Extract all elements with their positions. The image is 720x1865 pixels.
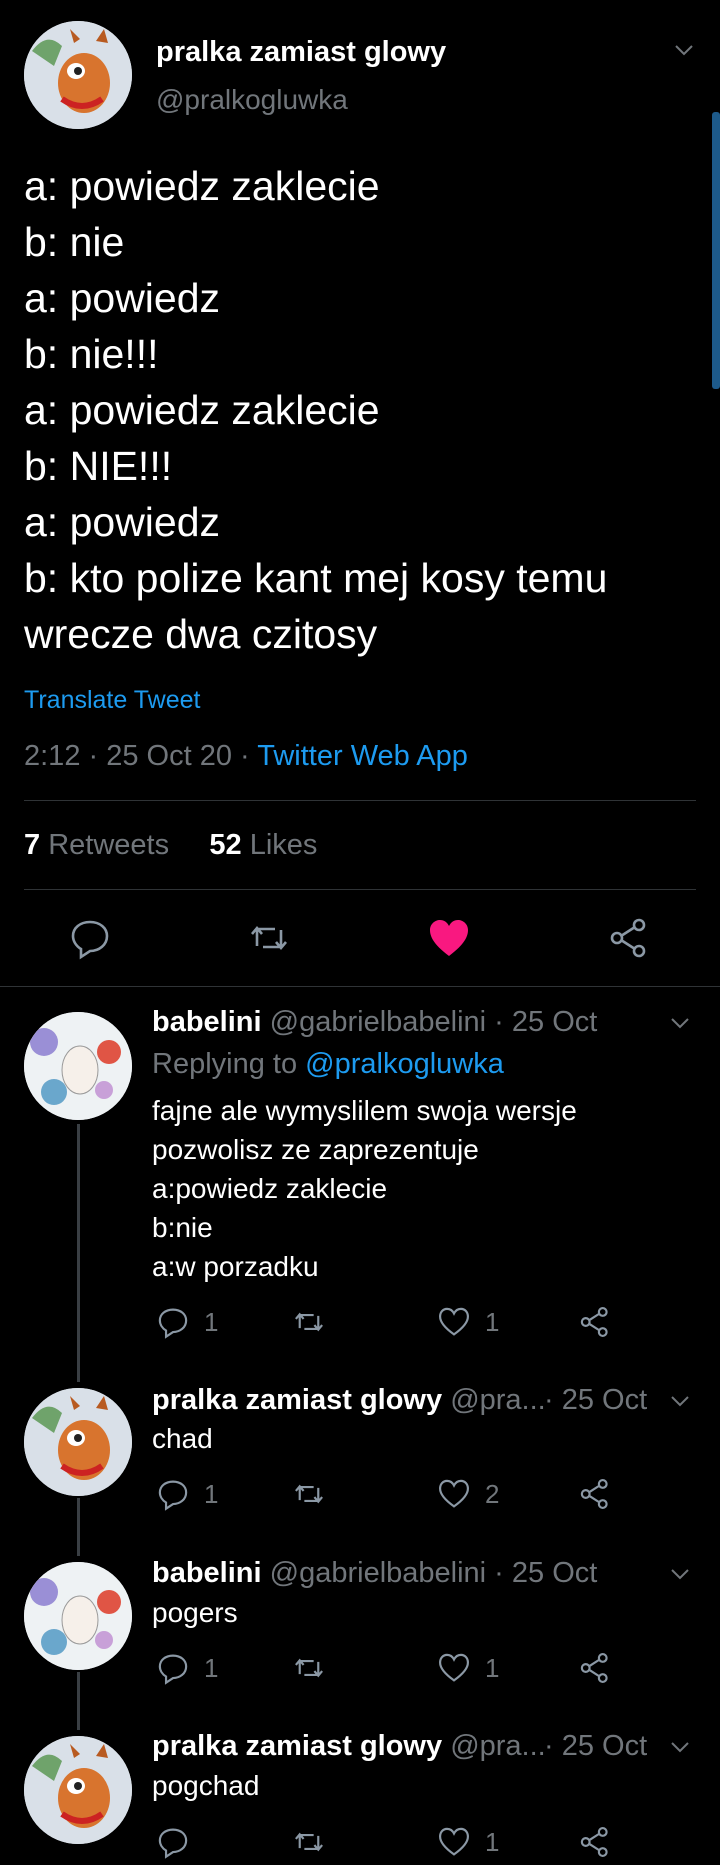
avatar[interactable] bbox=[24, 1736, 132, 1844]
retweet-button[interactable] bbox=[292, 1305, 326, 1339]
tweet-line: b: kto polize kant mej kosy temu bbox=[24, 555, 608, 601]
retweet-icon bbox=[292, 1651, 326, 1685]
reply-header bbox=[152, 1384, 546, 1417]
like-button[interactable] bbox=[437, 1477, 499, 1511]
reply-text bbox=[152, 1766, 259, 1805]
tweet-line: a: powiedz zaklecie bbox=[24, 163, 380, 209]
tweet-line: b: NIE!!! bbox=[24, 443, 173, 489]
like-button[interactable] bbox=[437, 1305, 499, 1339]
reply-icon[interactable] bbox=[68, 916, 112, 960]
thread-line bbox=[77, 1672, 80, 1730]
retweet-button[interactable] bbox=[292, 1825, 326, 1859]
reply-button[interactable] bbox=[156, 1477, 218, 1511]
reply-actions bbox=[152, 1825, 622, 1865]
avatar[interactable] bbox=[24, 21, 132, 129]
reply-header bbox=[152, 1730, 546, 1763]
share-icon[interactable] bbox=[607, 916, 651, 960]
reply-actions bbox=[152, 1651, 622, 1691]
reply-line: b:nie bbox=[152, 1212, 213, 1243]
tweet-line: a: powiedz bbox=[24, 499, 221, 545]
retweets-label: Retweets bbox=[48, 829, 170, 861]
reply-actions bbox=[152, 1477, 622, 1517]
replying-to-link[interactable]: @pralkogluwka bbox=[305, 1048, 504, 1080]
like-count: 1 bbox=[485, 1306, 500, 1337]
like-icon bbox=[437, 1305, 471, 1339]
retweet-icon bbox=[292, 1477, 326, 1511]
divider bbox=[24, 889, 696, 890]
reply-author-handle[interactable]: @gabrielbabelini bbox=[269, 1557, 487, 1589]
retweets-stat[interactable] bbox=[24, 829, 169, 861]
reply-author-name[interactable]: babelini bbox=[152, 1557, 262, 1589]
divider bbox=[24, 800, 696, 801]
reply-icon bbox=[156, 1651, 190, 1685]
replying-to-label: Replying to bbox=[152, 1048, 298, 1080]
reply-date[interactable]: · 25 Oct bbox=[494, 1557, 598, 1589]
author-handle[interactable]: @pralkogluwka bbox=[156, 84, 348, 115]
reply-date[interactable]: · 25 Oct bbox=[544, 1730, 648, 1762]
retweet-icon bbox=[292, 1305, 326, 1339]
tweet-source-link[interactable]: Twitter Web App bbox=[257, 740, 468, 772]
author-name[interactable]: pralka zamiast glowy bbox=[156, 36, 447, 68]
reply-button[interactable] bbox=[156, 1305, 218, 1339]
reply-line: a:powiedz zaklecie bbox=[152, 1173, 388, 1204]
reply-author-handle[interactable]: @pra... bbox=[450, 1384, 546, 1416]
reply-button[interactable] bbox=[156, 1651, 218, 1685]
share-button[interactable] bbox=[578, 1825, 612, 1859]
replying-to bbox=[152, 1048, 504, 1081]
avatar[interactable] bbox=[24, 1012, 132, 1120]
tweet-text bbox=[24, 158, 684, 662]
tweet-line: a: powiedz bbox=[24, 275, 221, 321]
reply-line: pogers bbox=[152, 1597, 238, 1628]
share-button[interactable] bbox=[578, 1305, 612, 1339]
likes-stat[interactable] bbox=[209, 829, 317, 861]
retweet-icon bbox=[292, 1825, 326, 1859]
like-icon[interactable] bbox=[427, 916, 471, 960]
likes-label: Likes bbox=[249, 829, 318, 861]
share-icon bbox=[578, 1477, 612, 1511]
tweet-date: 25 Oct 20 bbox=[106, 740, 232, 772]
reply-icon bbox=[156, 1305, 190, 1339]
chevron-down-icon[interactable] bbox=[668, 1011, 692, 1035]
reply-count: 1 bbox=[204, 1652, 219, 1683]
reply-icon bbox=[156, 1477, 190, 1511]
reply-line: fajne ale wymyslilem swoja wersje bbox=[152, 1095, 577, 1126]
share-icon bbox=[578, 1825, 612, 1859]
share-icon bbox=[578, 1651, 612, 1685]
chevron-down-icon[interactable] bbox=[668, 1562, 692, 1586]
divider bbox=[0, 986, 720, 987]
like-icon bbox=[437, 1825, 471, 1859]
thread-line bbox=[77, 1124, 80, 1382]
retweet-icon[interactable] bbox=[247, 916, 291, 960]
tweet-line: b: nie bbox=[24, 219, 125, 265]
like-count: 2 bbox=[485, 1478, 500, 1509]
reply-line: pozwolisz ze zaprezentuje bbox=[152, 1134, 479, 1165]
chevron-down-icon[interactable] bbox=[668, 1735, 692, 1759]
share-button[interactable] bbox=[578, 1651, 612, 1685]
reply-button[interactable] bbox=[156, 1825, 204, 1859]
reply-author-name[interactable]: babelini bbox=[152, 1006, 262, 1038]
tweet-stats bbox=[24, 829, 317, 862]
share-button[interactable] bbox=[578, 1477, 612, 1511]
reply-date[interactable]: · 25 Oct bbox=[494, 1006, 598, 1038]
reply-author-name[interactable]: pralka zamiast glowy bbox=[152, 1384, 443, 1416]
avatar[interactable] bbox=[24, 1562, 132, 1670]
reply-author-handle[interactable]: @pra... bbox=[450, 1730, 546, 1762]
reply-text bbox=[152, 1091, 577, 1286]
like-count: 1 bbox=[485, 1826, 500, 1857]
reply-header bbox=[152, 1557, 597, 1590]
reply-icon bbox=[156, 1825, 190, 1859]
retweets-count: 7 bbox=[24, 829, 41, 861]
like-icon bbox=[437, 1651, 471, 1685]
thread-line bbox=[77, 1498, 80, 1556]
retweet-button[interactable] bbox=[292, 1477, 326, 1511]
tweet-line: wrecze dwa czitosy bbox=[24, 611, 378, 657]
reply-line: chad bbox=[152, 1423, 213, 1454]
reply-header bbox=[152, 1006, 597, 1039]
reply-author-handle[interactable]: @gabrielbabelini bbox=[269, 1006, 487, 1038]
tweet-meta: 2:12 · 25 Oct 20 · Twitter Web App bbox=[24, 740, 468, 772]
scrollbar[interactable] bbox=[712, 112, 720, 389]
chevron-down-icon[interactable] bbox=[672, 38, 696, 62]
likes-count: 52 bbox=[209, 829, 242, 861]
tweet-line: b: nie!!! bbox=[24, 331, 159, 377]
tweet-time: 2:12 bbox=[24, 740, 81, 772]
reply-text bbox=[152, 1593, 238, 1632]
retweet-button[interactable] bbox=[292, 1651, 326, 1685]
reply-count: 1 bbox=[204, 1478, 219, 1509]
like-button[interactable] bbox=[437, 1825, 499, 1859]
avatar[interactable] bbox=[24, 1388, 132, 1496]
reply-text bbox=[152, 1419, 213, 1458]
tweet-line: a: powiedz zaklecie bbox=[24, 387, 380, 433]
reply-actions bbox=[152, 1305, 622, 1345]
chevron-down-icon[interactable] bbox=[668, 1389, 692, 1413]
like-count: 1 bbox=[485, 1652, 500, 1683]
share-icon bbox=[578, 1305, 612, 1339]
translate-tweet-link[interactable]: Translate Tweet bbox=[24, 686, 201, 714]
like-icon bbox=[437, 1477, 471, 1511]
like-button[interactable] bbox=[437, 1651, 499, 1685]
reply-count: 1 bbox=[204, 1306, 219, 1337]
reply-line: pogchad bbox=[152, 1770, 260, 1801]
reply-line: a:w porzadku bbox=[152, 1251, 319, 1282]
reply-date[interactable]: · 25 Oct bbox=[544, 1384, 648, 1416]
reply-author-name[interactable]: pralka zamiast glowy bbox=[152, 1730, 443, 1762]
